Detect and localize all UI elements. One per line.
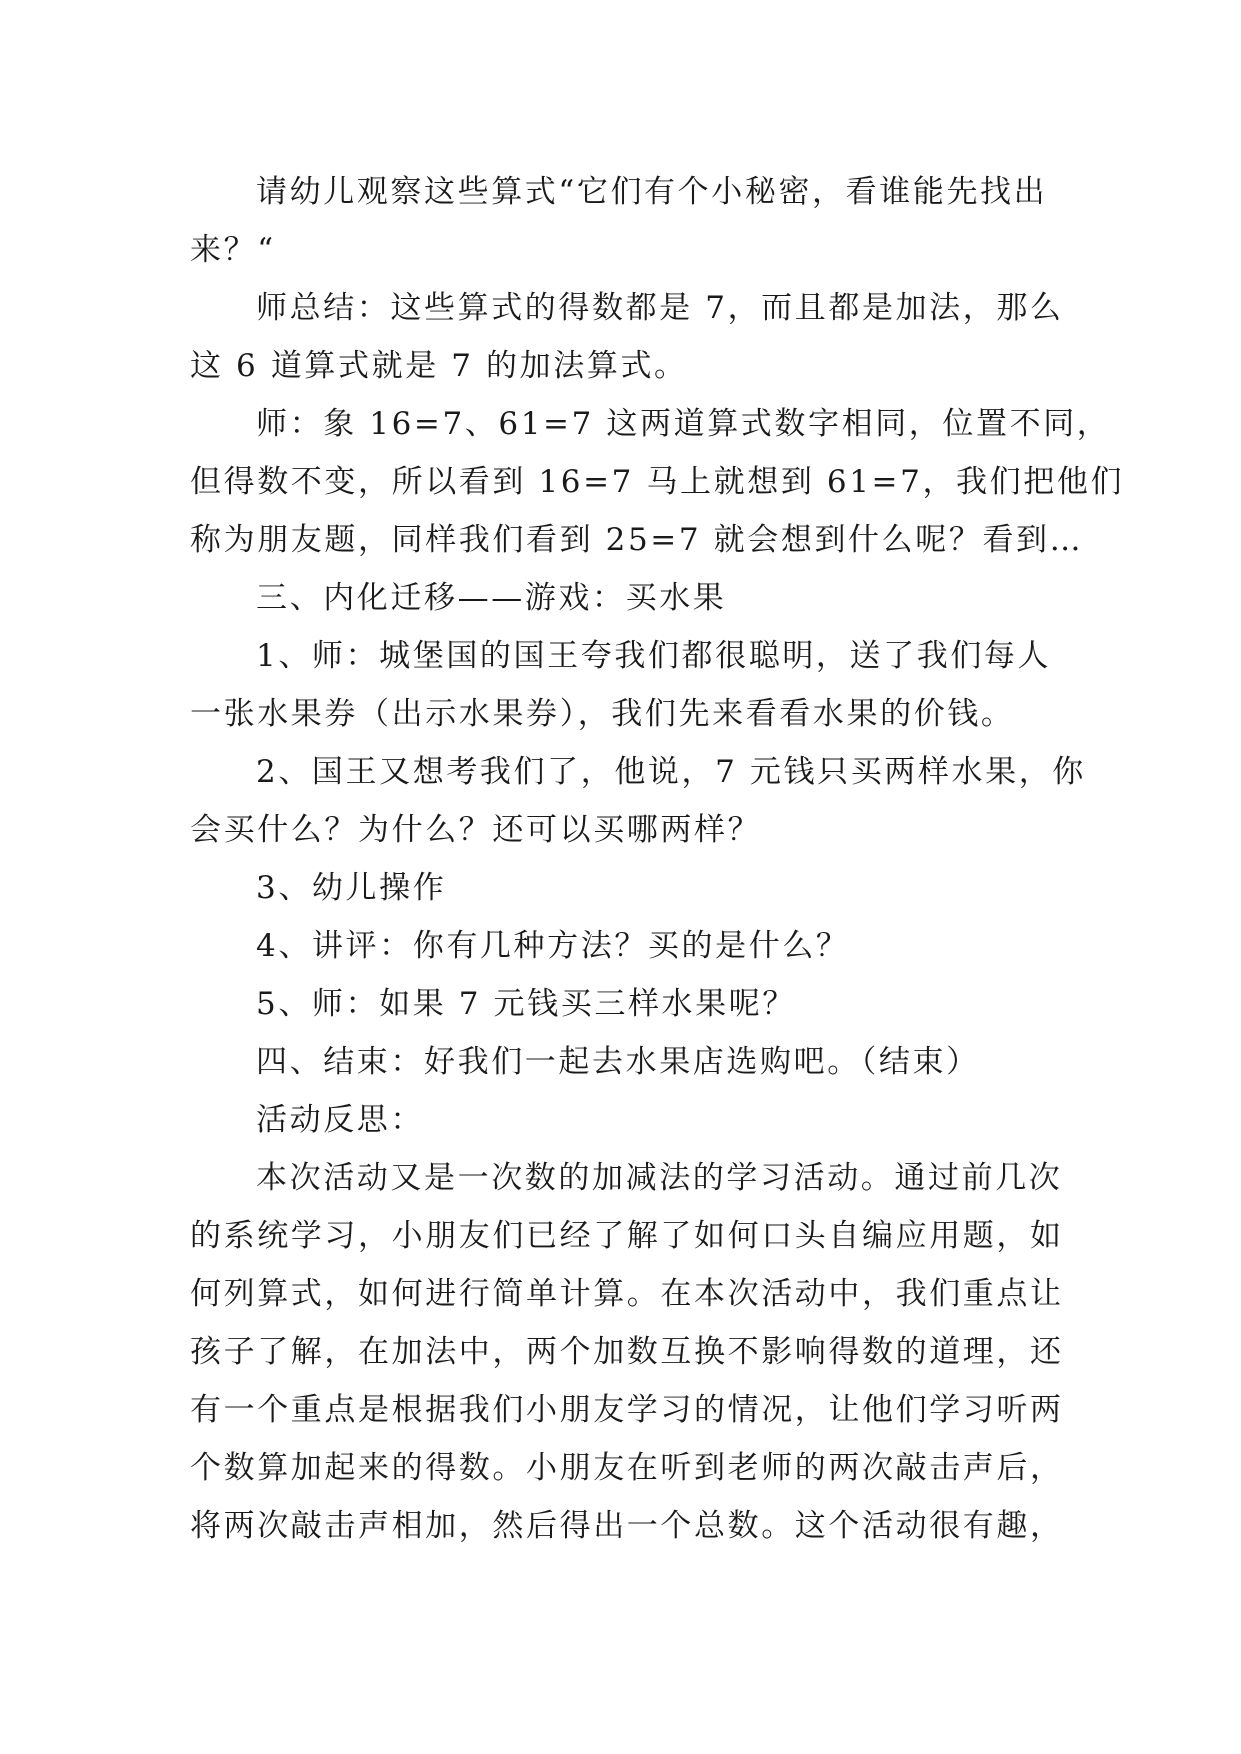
text-line: 一张水果券（出示水果券），我们先来看看水果的价钱。: [190, 696, 1015, 732]
text-line: 个数算加起来的得数。小朋友在听到老师的两次敲击声后，: [190, 1450, 1064, 1486]
text-line: 的系统学习，小朋友们已经了解了如何口头自编应用题，如: [190, 1218, 1064, 1254]
text-line: 师总结：这些算式的得数都是 7，而且都是加法，那么: [256, 290, 1064, 326]
text-line: 何列算式，如何进行简单计算。在本次活动中，我们重点让: [190, 1276, 1064, 1312]
text-line: 但得数不变，所以看到 16=7 马上就想到 61=7，我们把他们: [190, 464, 1125, 500]
text-line: 2、国王又想考我们了，他说，7 元钱只买两样水果，你: [256, 754, 1086, 790]
document-body: [190, 163, 1125, 1555]
text-line: 称为朋友题，同样我们看到 25=7 就会想到什么呢？看到…: [190, 522, 1084, 558]
text-line: 4、讲评：你有几种方法？买的是什么？: [256, 928, 850, 964]
text-line: 会买什么？为什么？还可以买哪两样？: [190, 812, 762, 848]
section-heading: 活动反思：: [256, 1102, 424, 1138]
text-line: 将两次敲击声相加，然后得出一个总数。这个活动很有趣，: [190, 1508, 1064, 1544]
text-line: 来？“: [190, 232, 276, 268]
text-line: 请幼儿观察这些算式“它们有个小秘密，看谁能先找出: [256, 174, 1048, 210]
text-line: 有一个重点是根据我们小朋友学习的情况，让他们学习听两: [190, 1392, 1064, 1428]
text-line: 师：象 16=7、61=7 这两道算式数字相同，位置不同，: [256, 406, 1111, 442]
text-line: 1、师：城堡国的国王夸我们都很聪明，送了我们每人: [256, 638, 1052, 674]
text-line: 孩子了解，在加法中，两个加数互换不影响得数的道理，还: [190, 1334, 1064, 1370]
section-heading: 四、结束：好我们一起去水果店选购吧。（结束）: [256, 1044, 980, 1080]
text-line: 本次活动又是一次数的加减法的学习活动。通过前几次: [256, 1160, 1063, 1196]
section-heading: 三、内化迁移——游戏：买水果: [256, 580, 727, 616]
text-line: 3、幼儿操作: [256, 870, 447, 906]
text-line: 这 6 道算式就是 7 的加法算式。: [190, 348, 688, 384]
text-line: 5、师：如果 7 元钱买三样水果呢？: [256, 986, 796, 1022]
